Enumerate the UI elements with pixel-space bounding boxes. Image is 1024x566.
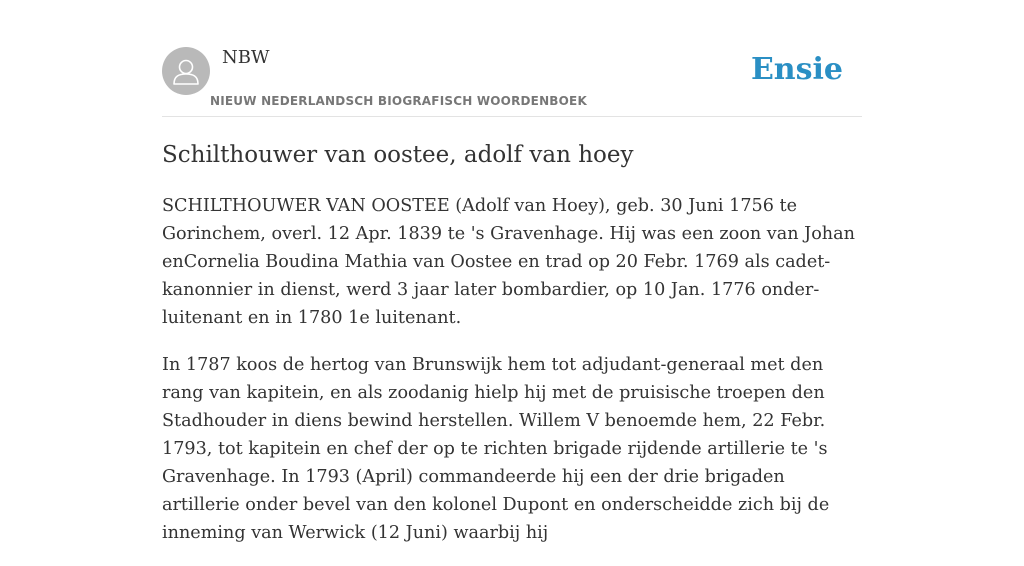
article-body (162, 192, 862, 566)
ensie-logo[interactable]: Ensie (750, 52, 843, 87)
source-name[interactable]: NBW (222, 47, 270, 68)
article-paragraph: In 1787 koos de hertog van Brunswijk hem tot adjudant-generaal met den rang van kapitein, en als zoodanig hielp hij met de pruisische troepen den Stadhouder in diens bewind herstellen. Willem V benoemde hem, 22 Febr. 1793, tot kapitein en chef der op te richten brigade rijdende artillerie te 's Gravenhage. In 1793 (April) commandeerde hij een der drie brigaden artillerie onder bevel van den kolonel Dupont en onderscheidde zich bij de inneming van Werwick (12 Juni) waarbij hij (162, 355, 830, 543)
article-paragraph: SCHILTHOUWER VAN OOSTEE (Adolf van Hoey), geb. 30 Juni 1756 te Gorinchem, overl. 12 Apr. 1839 te 's Gravenhage. Hij was een zoon van Johan enCornelia Boudina Mathia van Oostee en trad op 20 Febr. 1769 als cadet-kanonnier in dienst, werd 3 jaar later bombardier, op 10 Jan. 1776 onder-luitenant en in 1780 1e luitenant. (162, 196, 855, 328)
source-header (162, 46, 862, 117)
article-title: Schilthouwer van oostee, adolf van hoey (162, 142, 634, 168)
source-subtitle[interactable]: NIEUW NEDERLANDSCH BIOGRAFISCH WOORDENBOEK (210, 94, 587, 108)
user-avatar-icon[interactable] (162, 47, 210, 95)
